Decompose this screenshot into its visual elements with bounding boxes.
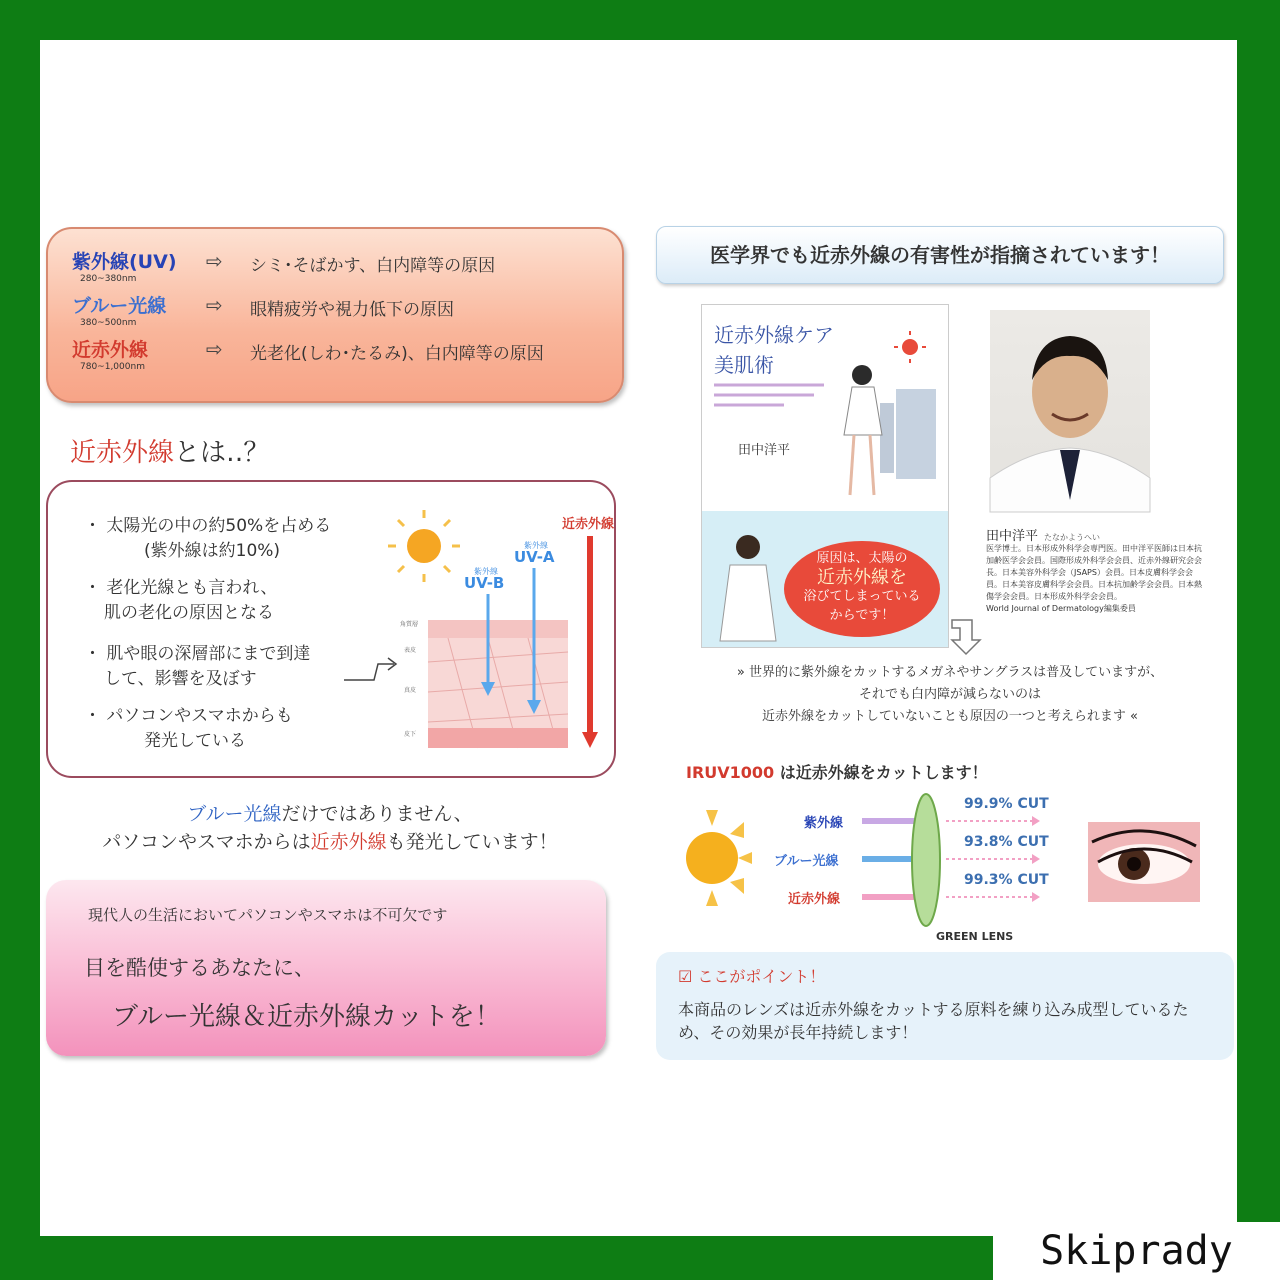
cut-percent: 99.9% CUT (964, 796, 1049, 812)
features-box (46, 480, 616, 778)
light-range: 780~1,000nm (80, 362, 145, 372)
feature-bullet: ・ パソコンやスマホからも 発光している (84, 706, 293, 751)
sun-icon (388, 510, 460, 582)
doctor-portrait (990, 310, 1150, 512)
skin-diagram (338, 502, 615, 762)
book-illustration (822, 325, 942, 505)
green-lens (912, 794, 940, 926)
light-types-box (46, 227, 624, 403)
light-effect: 光老化(しわ･たるみ)、白内障等の原因 (250, 344, 544, 364)
svg-text:真皮: 真皮 (404, 687, 417, 694)
green-lens-caption: GREEN LENS (936, 930, 1014, 943)
light-effect: 眼精疲労や視力低下の原因 (250, 300, 454, 320)
book-title: 近赤外線ケア (714, 323, 834, 347)
down-arrow-icon (948, 618, 984, 658)
feature-bullet: ・ 肌や眼の深層部にまで到達 して、影響を及ぼす (84, 644, 311, 689)
cta-line-3: ブルー光線＆近赤外線カットを！ (112, 1002, 501, 1032)
uva-small-label: 紫外線 (524, 541, 548, 550)
light-effect: シミ･そばかす、白内障等の原因 (250, 256, 496, 276)
feature-bullet: ・ 老化光線とも言われ、 肌の老化の原因となる (84, 578, 278, 623)
arrow-icon: ⇨ (206, 337, 223, 361)
uvb-label: UV-B (464, 574, 505, 592)
point-box (656, 952, 1234, 1060)
light-row-blue (72, 291, 612, 335)
cta-line-1: 現代人の生活においてパソコンやスマホは不可欠です (88, 906, 448, 924)
nir-label: 近赤外線 (562, 517, 615, 532)
light-name: ブルー光線 (72, 295, 167, 317)
light-range: 280~380nm (80, 274, 137, 284)
book-author: 田中洋平 (738, 443, 791, 458)
nurse-illustration (712, 521, 782, 647)
eye-image (1088, 822, 1200, 902)
svg-text:表皮: 表皮 (404, 647, 417, 654)
what-is-heading: 近赤外線とは‥？ (70, 438, 270, 468)
light-name: 近赤外線 (72, 339, 149, 361)
svg-text:角質層: 角質層 (400, 621, 419, 628)
doctor-photo (990, 310, 1150, 512)
sun-icon (686, 798, 772, 918)
book-cover (701, 304, 949, 648)
book-subtitle: 美肌術 (714, 353, 774, 377)
doctor-name: 田中洋平 たなかようへい (986, 529, 1101, 544)
light-row-uv (72, 247, 612, 291)
watermark: Skiprady (993, 1222, 1280, 1280)
point-text: 本商品のレンズは近赤外線をカットする原料を練り込み成型しているため、その効果が長年持続します！ (678, 1000, 1189, 1042)
uva-label: UV-A (514, 548, 555, 566)
arrow-icon: ⇨ (206, 249, 223, 273)
feature-bullet: ・ 太陽光の中の約50%を占める (紫外線は約10%) (84, 516, 332, 561)
light-row-nir (72, 335, 612, 379)
cta-box (46, 880, 606, 1056)
doctor-bio: 医学博士。日本形成外科学会専門医。田中洋平医師は日本抗加齢医学会会員。国際形成外科学会会員、近赤外線研究会会長。日本美容外科学会（JSAPS）会員。日本皮膚科学会会員。日本美容皮膚科学会会員。日本抗加齢学会会員。日本熱傷学会会員。日本形成外科学会会員。 World Journal of Dermatology編集委員 (986, 544, 1202, 613)
lens-row-label: ブルー光線 (774, 854, 839, 869)
light-name: 紫外線(UV) (72, 251, 177, 273)
lens-row-label: 紫外線 (804, 816, 844, 831)
lens-row-label: 近赤外線 (788, 892, 841, 907)
cut-percent: 93.8% CUT (964, 834, 1049, 850)
cta-line-2: 目を酷使するあなたに、 (84, 956, 315, 980)
book-speech-bubble: 原因は、太陽の 近赤外線を 浴びてしまっている からです！ (784, 541, 940, 637)
cataract-note: » 世界的に紫外線をカットするメガネやサングラスは普及していますが、 それでも白内障が減らないのは 近赤外線をカットしていないことも原因の一つと考えられます « (736, 665, 1164, 724)
cut-percent: 99.3% CUT (964, 872, 1049, 888)
blue-nir-message: ブルー光線だけではありません、 パソコンやスマホからは近赤外線も発光しています！ (102, 803, 558, 853)
point-title: ☑ ここがポイント！ (678, 967, 826, 986)
svg-text:皮下: 皮下 (404, 731, 417, 738)
light-range: 380~500nm (80, 318, 137, 328)
iruv-heading: IRUV1000 は近赤外線をカットします！ (686, 763, 988, 782)
book-blurb-lines (714, 379, 834, 419)
medical-banner: 医学界でも近赤外線の有害性が指摘されています！ (656, 226, 1224, 284)
sun-icon (894, 331, 926, 363)
arrow-icon: ⇨ (206, 293, 223, 317)
uvb-small-label: 紫外線 (474, 567, 498, 576)
product-sheet (40, 40, 1237, 1236)
